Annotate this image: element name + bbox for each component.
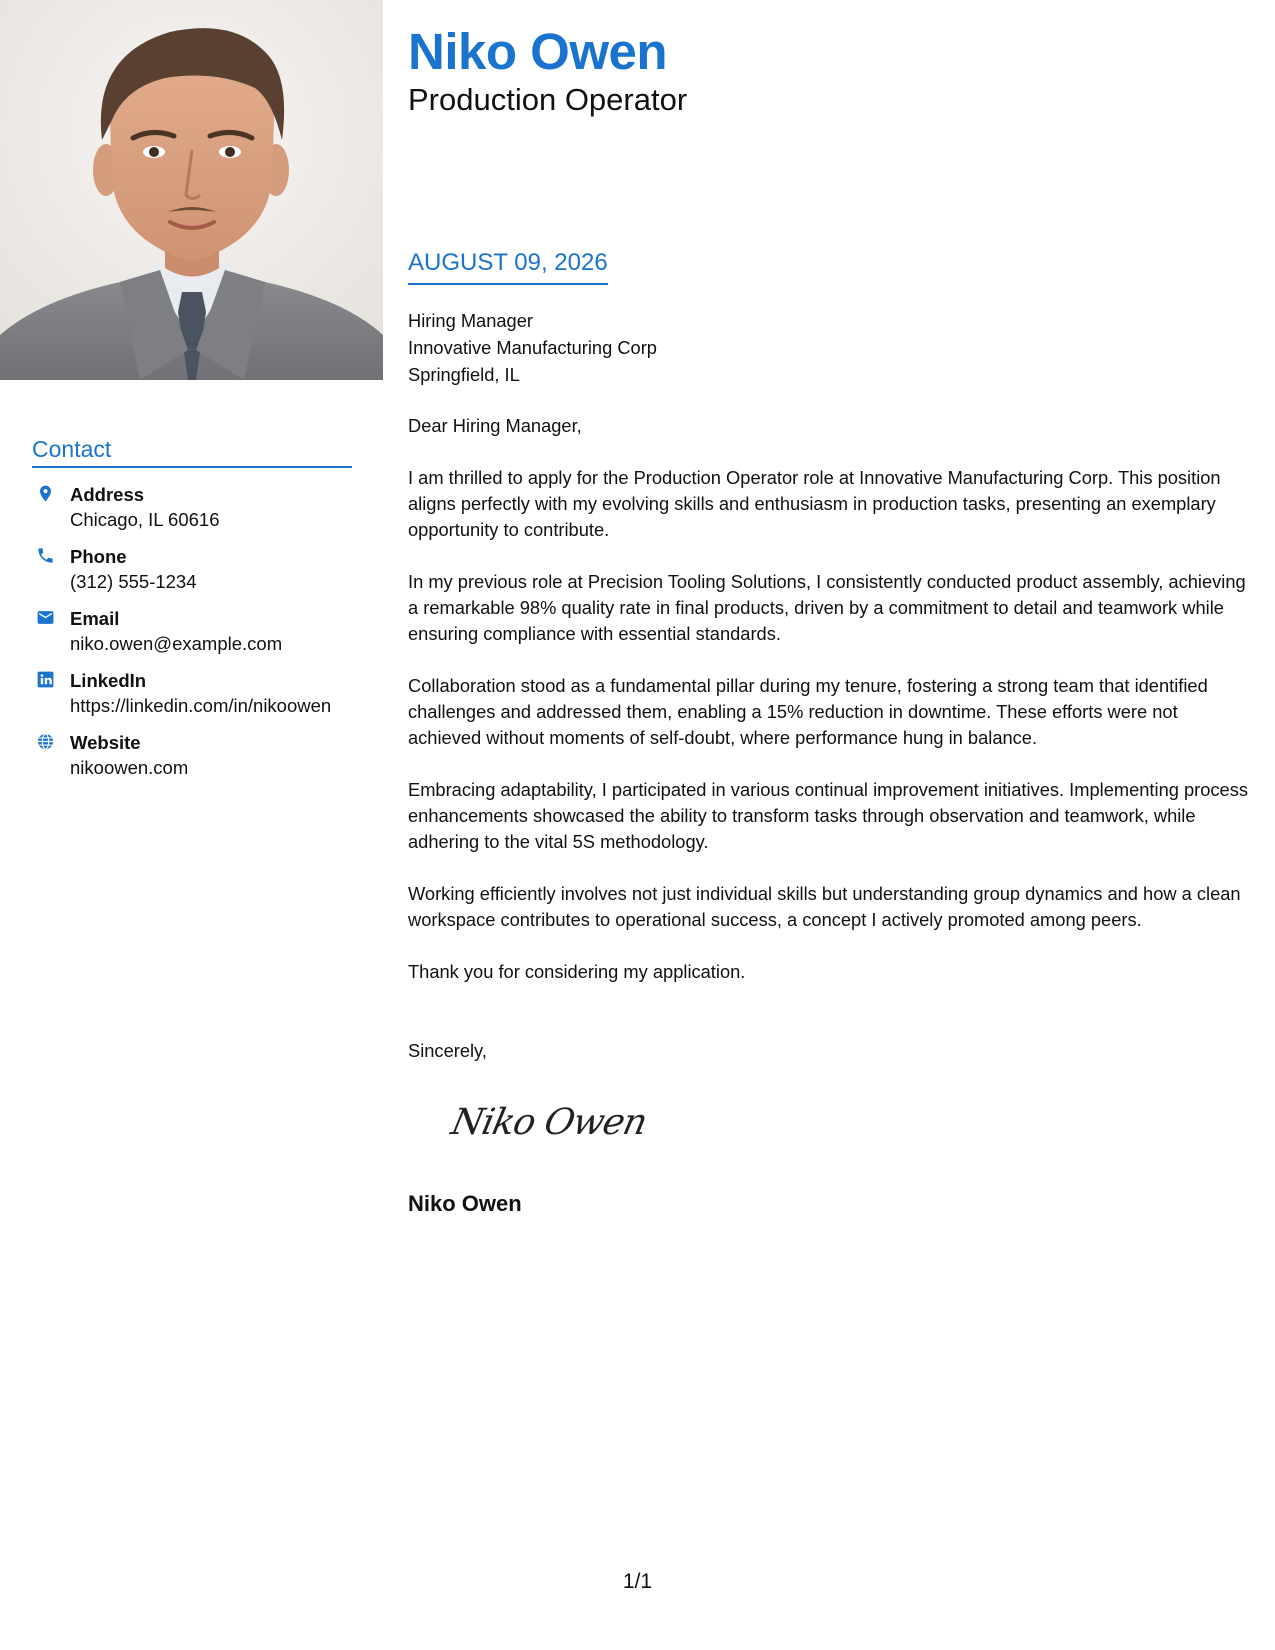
recipient-line: Hiring Manager — [408, 310, 533, 331]
contact-label: Phone — [70, 546, 127, 567]
contact-label: Website — [70, 732, 141, 753]
contact-list — [32, 482, 352, 780]
contact-heading: Contact — [32, 436, 352, 468]
paragraph: Thank you for considering my application. — [408, 961, 746, 982]
address-value: Chicago, IL 60616 — [70, 509, 220, 530]
contact-label: LinkedIn — [70, 670, 147, 691]
contact-label: Email — [70, 608, 120, 629]
salutation: Dear Hiring Manager, — [408, 415, 582, 436]
letter-body — [408, 307, 1253, 1064]
paragraph: Embracing adaptability, I participated in various continual improvement initiatives. Implementing process enhancements showcased the ability to transform tasks through observation and teamwork, while adhering to the vital 5S methodology. — [408, 779, 1248, 852]
contact-item-website — [32, 730, 352, 780]
email-value[interactable]: niko.owen@example.com — [70, 633, 283, 654]
paragraph: I am thrilled to apply for the Production Operator role at Innovative Manufacturing Corp. This position aligns perfectly with my evolving skills and enthusiasm in production tasks, presenting an exemplary opportunity to contribute. — [408, 467, 1221, 540]
contact-label: Address — [70, 484, 145, 505]
paragraph: Collaboration stood as a fundamental pillar during my tenure, fostering a strong team that identified challenges and addressed them, enabling a 15% reduction in downtime. These efforts were not achieved without moments of self-doubt, where performance hung in balance. — [408, 675, 1208, 748]
recipient-line: Innovative Manufacturing Corp — [408, 337, 657, 358]
contact-item-linkedin — [32, 668, 352, 718]
phone-value[interactable]: (312) 555-1234 — [70, 571, 197, 592]
profile-photo — [0, 0, 383, 380]
map-pin-icon — [32, 482, 70, 503]
linkedin-link[interactable]: https://linkedin.com/in/nikoowen — [70, 695, 332, 716]
page-number: 1/1 — [622, 1570, 653, 1593]
letter-date: AUGUST 09, 2026 — [408, 249, 608, 285]
job-title: Production Operator — [408, 82, 688, 117]
paragraph: Working efficiently involves not just individual skills but understanding group dynamics and how a clean workspace contributes to operational success, a concept I actively promoted among peers. — [408, 883, 1241, 930]
globe-icon — [32, 730, 70, 751]
paragraph: In my previous role at Precision Tooling Solutions, I consistently conducted product assembly, achieving a remarkable 98% quality rate in final products, driven by a commitment to detail and teamwork while ensuring compliance with essential standards. — [408, 571, 1246, 644]
recipient-block — [408, 307, 1253, 388]
contact-item-email — [32, 606, 352, 656]
signer-name: Niko Owen — [408, 1191, 522, 1216]
linkedin-icon — [32, 668, 70, 689]
website-link[interactable]: nikoowen.com — [70, 757, 189, 778]
phone-icon — [32, 544, 70, 565]
contact-item-address — [32, 482, 352, 532]
handwritten-signature: Niko Owen — [447, 1102, 651, 1143]
contact-section — [32, 436, 352, 792]
contact-item-phone — [32, 544, 352, 594]
email-icon — [32, 606, 70, 627]
closing: Sincerely, — [408, 1040, 487, 1061]
applicant-name: Niko Owen — [408, 23, 668, 80]
recipient-line: Springfield, IL — [408, 364, 520, 385]
